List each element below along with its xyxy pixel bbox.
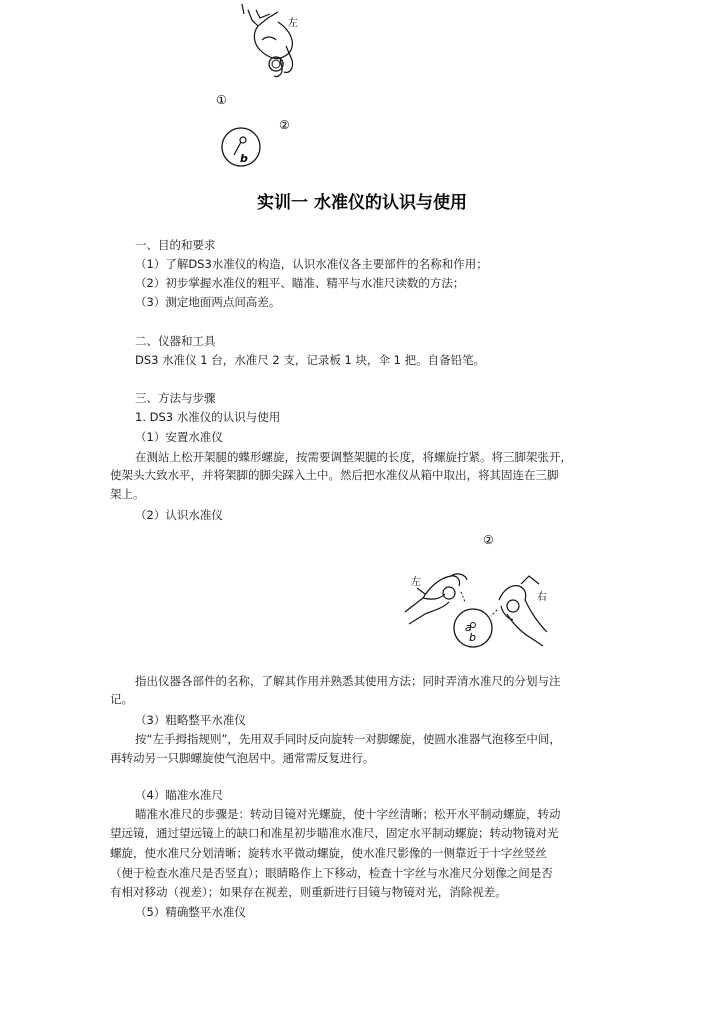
section3-heading: 三、方法与步骤 <box>135 391 216 405</box>
step4-line-4: （便于检查水准尺是否竖直）；眼睛略作上下移动，检查十字丝与水准尺分划像之间是否 <box>110 866 553 880</box>
step1-title: （1）安置水准仪 <box>135 430 223 444</box>
bubble-label: b <box>240 152 248 165</box>
section1-item-3: （3）测定地面两点间高差。 <box>135 295 281 309</box>
step4-title: （4）瞄准水准尺 <box>135 788 223 802</box>
right-label: 右 <box>537 592 547 603</box>
hand-label: 左 <box>288 18 298 29</box>
bubble-icon <box>240 137 246 143</box>
step4-line-1: 瞄准水准尺的步骤是：转动目镜对光螺旋，使十字丝清晰；松开水平制动螺旋，转动 <box>135 807 561 821</box>
step3-line-2: 再转动另一只脚螺旋使气泡居中。通常需反复进行。 <box>110 751 375 765</box>
middle-figure <box>395 528 565 663</box>
step3-title: （3）粗略整平水准仪 <box>135 713 246 727</box>
bubble-a: a <box>465 621 472 634</box>
step4-line-3: 螺旋，使水准尺分划清晰；旋转水平微动螺旋，使水准尺影像的一侧靠近于十字丝竖丝 <box>110 846 547 860</box>
page-title: 实训一 水准仪的认识与使用 <box>257 193 467 213</box>
step2-line-1: 指出仪器各部件的名称，了解其作用并熟悉其使用方法；同时弄清水准尺的分划与注 <box>135 674 561 688</box>
right-foot-screw <box>507 600 519 612</box>
step2-line-2: 记。 <box>110 692 133 706</box>
circle-1-label: ① <box>216 93 227 107</box>
left-foot-screw <box>443 587 455 599</box>
step5-title: （5）精确整平水准仪 <box>135 905 246 919</box>
right-hand-illustration <box>499 576 547 646</box>
step4-line-2: 望远镜，通过望远镜上的缺口和准星初步瞄准水准尺，固定水平制动螺旋；转动物镜对光 <box>110 826 559 840</box>
step1-line-1: 在测站上松开架腿的蝶形螺旋，按需要调整架腿的长度，将螺旋拧紧。将三脚架张开， <box>135 450 572 464</box>
top-figure <box>200 0 310 175</box>
step1-line-2: 使架头大致水平，并将架脚的脚尖踩入土中。然后把水准仪从箱中取出，将其固连在三脚 <box>110 468 559 482</box>
left-label: 左 <box>411 577 421 588</box>
section3-sub1: 1. DS3 水准仪的认识与使用 <box>135 410 281 424</box>
step3-line-1: 按“左手拇指规则”，先用双手同时反向旋转一对脚螺旋，使圆水准器气泡移至中间， <box>135 732 561 746</box>
section2-text: DS3 水准仪 1 台，水准尺 2 支，记录板 1 块，伞 1 把。自备铅笔。 <box>135 353 486 367</box>
step1-line-3: 架上。 <box>110 487 145 501</box>
circle-label: ② <box>483 533 494 547</box>
bubble-b: b <box>469 631 476 644</box>
step4-line-5: 有相对移动（视差）；如果存在视差，则重新进行目镜与物镜对光，消除视差。 <box>110 885 507 899</box>
section2-heading: 二、仪器和工具 <box>135 334 216 348</box>
step2-title: （2）认识水准仪 <box>135 508 223 522</box>
circle-2-label: ② <box>279 118 290 132</box>
section1-heading: 一、目的和要求 <box>135 238 216 252</box>
hand-illustration <box>242 4 293 77</box>
section1-item-2: （2）初步掌握水准仪的粗平、瞄准、精平与水准尺读数的方法； <box>135 276 465 290</box>
section1-item-1: （1）了解DS3水准仪的构造，认识水准仪各主要部件的名称和作用； <box>135 257 488 271</box>
